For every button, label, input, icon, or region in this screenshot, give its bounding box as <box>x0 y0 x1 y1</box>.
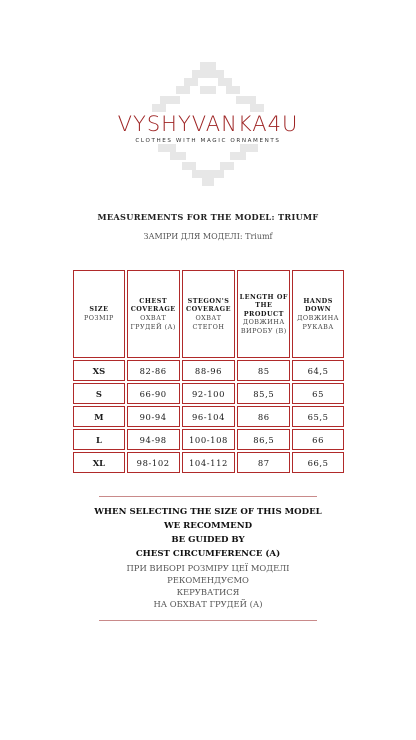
column-header-chest: CHEST COVERAGE ОХВАТ ГРУДЕЙ (А) <box>127 270 180 358</box>
measurements-title: MEASUREMENTS FOR THE MODEL: TRIUMF <box>97 212 319 222</box>
hips-cell: 96-104 <box>182 406 236 427</box>
hips-cell: 92-100 <box>182 383 236 404</box>
size-cell: S <box>73 383 125 404</box>
sleeve-cell: 66 <box>292 429 344 450</box>
length-cell: 86 <box>237 406 290 427</box>
divider-top <box>99 496 317 497</box>
table-row <box>73 406 344 427</box>
size-cell: XS <box>73 360 125 381</box>
divider-bottom <box>99 620 317 621</box>
sleeve-cell: 66,5 <box>292 452 344 473</box>
size-cell: L <box>73 429 125 450</box>
size-cell: M <box>73 406 125 427</box>
length-cell: 85,5 <box>237 383 290 404</box>
column-header-sleeve: HANDS DOWN ДОВЖИНА РУКАВА <box>292 270 344 358</box>
hips-cell: 104-112 <box>182 452 236 473</box>
chest-cell: 66-90 <box>127 383 180 404</box>
recommendation-ukrainian: ПРИ ВИБОРІ РОЗМІРУ ЦЕЇ МОДЕЛІ РЕКОМЕНДУЄМО КЕРУВАТИСЯ НА ОБХВАТ ГРУДЕЙ (А) <box>126 563 290 609</box>
hips-cell: 88-96 <box>182 360 236 381</box>
length-cell: 86,5 <box>237 429 290 450</box>
chest-cell: 90-94 <box>127 406 180 427</box>
column-header-length: LENGTH OF THE PRODUCT ДОВЖИНА ВИРОБУ (В) <box>237 270 290 358</box>
chest-cell: 94-98 <box>127 429 180 450</box>
brand-tagline: CLOTHES WITH MAGIC ORNAMENTS <box>135 138 281 144</box>
size-table <box>71 268 346 475</box>
chest-cell: 82-86 <box>127 360 180 381</box>
hips-cell: 100-108 <box>182 429 236 450</box>
recommendation-english: WHEN SELECTING THE SIZE OF THIS MODEL WE RECOMMEND BE GUIDED BY CHEST CIRCUMFERENCE (A) <box>94 507 322 559</box>
sleeve-cell: 65,5 <box>292 406 344 427</box>
brand-logo <box>0 62 416 192</box>
length-cell: 87 <box>237 452 290 473</box>
column-header-size: SIZE РОЗМІР <box>73 270 125 358</box>
size-cell: XL <box>73 452 125 473</box>
table-row <box>73 360 344 381</box>
sleeve-cell: 64,5 <box>292 360 344 381</box>
measurements-subtitle: ЗАМІРИ ДЛЯ МОДЕЛІ: Triumf <box>143 232 273 241</box>
table-header-row <box>73 270 344 358</box>
sleeve-cell: 65 <box>292 383 344 404</box>
brand-name: VYSHYVANKA4U <box>117 112 299 136</box>
table-row <box>73 429 344 450</box>
chest-cell: 98-102 <box>127 452 180 473</box>
length-cell: 85 <box>237 360 290 381</box>
table-row <box>73 383 344 404</box>
table-row <box>73 452 344 473</box>
column-header-hips: STEGON'S COVERAGE ОХВАТ СТЕГОН <box>182 270 236 358</box>
